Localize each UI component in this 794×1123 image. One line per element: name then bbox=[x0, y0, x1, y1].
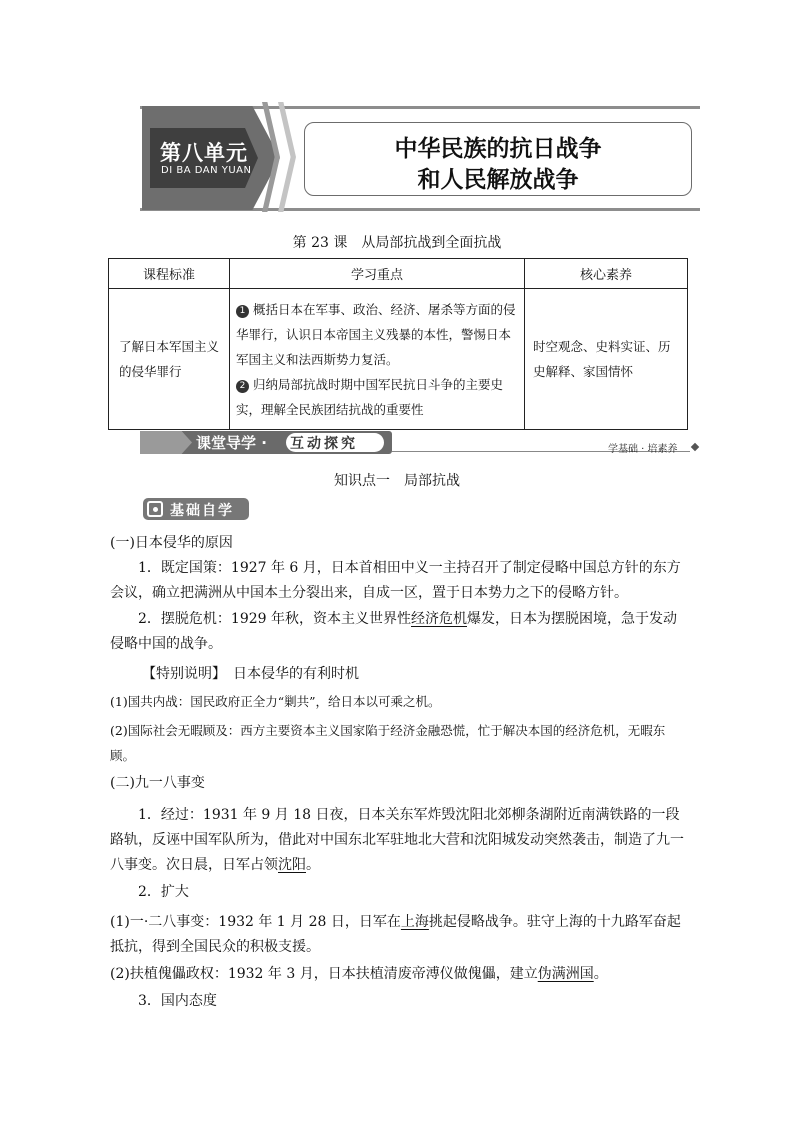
knowledge-point-title: 知识点一 局部抗战 bbox=[334, 473, 460, 489]
diamond-icon bbox=[691, 443, 699, 451]
heading-causes: (一)日本侵华的原因 bbox=[110, 535, 233, 551]
paragraph-policy: 1．既定国策：1927 年 6 月，日本首相田中义一主持召开了制定侵略中国总方针的东方会议，确立把满洲从中国本土分裂出来，自成一区，置于日本势力之下的侵略方针。 bbox=[110, 560, 681, 601]
text-span: (2)扶植傀儡政权：1932 年 3 月，日本扶植清废帝溥仪做傀儡，建立 bbox=[110, 966, 538, 982]
text-span: 。 bbox=[593, 966, 608, 982]
paragraph-domestic-attitude: 3．国内态度 bbox=[138, 993, 217, 1009]
heading-mukden: (二)九一八事变 bbox=[110, 775, 205, 791]
paragraph-manchukuo bbox=[110, 962, 684, 987]
section-pill-text: 互动探究 bbox=[290, 436, 358, 452]
chevron-arrow-icon bbox=[278, 102, 296, 212]
table-header-row bbox=[109, 259, 688, 289]
text-span: 挑起侵略战争。驻守上海的十九路军奋起抵抗，得到全国民众的积极支援。 bbox=[110, 914, 681, 955]
key-point-item bbox=[236, 372, 518, 422]
unit-title-line2: 和人民解放战争 bbox=[417, 167, 579, 193]
text-span: 1．经过：1931 年 9 月 18 日夜，日本关东军炸毁沈阳北郊柳条湖附近南满铁路的一段路轨，反诬中国军队所为，借此对中国东北军驻地北大营和沈阳城发动突然袭击，制造了九一八事变。次日晨，日军占领 bbox=[110, 807, 684, 873]
key-points-cell bbox=[230, 289, 525, 430]
paragraph-mukden-process bbox=[110, 803, 684, 878]
paragraph-crisis bbox=[110, 607, 684, 657]
notebook-icon-dot bbox=[153, 507, 158, 512]
text-span: 。 bbox=[306, 857, 320, 873]
core-literacy-text: 时空观念、史料实证、历史解释、家国情怀 bbox=[533, 339, 671, 379]
unit-pinyin: DI BA DAN YUAN bbox=[161, 165, 252, 176]
underlined-term: 沈阳 bbox=[278, 857, 306, 873]
table-header: 课程标准 bbox=[109, 259, 230, 289]
table-header: 核心素养 bbox=[525, 259, 688, 289]
key-point-text: 概括日本在军事、政治、经济、屠杀等方面的侵华罪行，认识日本帝国主义残暴的本性，警惕日本军国主义和法西斯势力复活。 bbox=[236, 301, 516, 367]
number-circle-icon: 2 bbox=[236, 380, 249, 393]
unit-label: 第八单元 bbox=[160, 141, 248, 165]
section-bar-arrow-icon bbox=[140, 431, 192, 454]
curriculum-standard-cell bbox=[109, 289, 230, 430]
underlined-term: 上海 bbox=[400, 914, 429, 930]
lesson-title: 第 23 课 从局部抗战到全面抗战 bbox=[292, 235, 502, 251]
table-row bbox=[109, 289, 688, 430]
paragraph-expand: 2．扩大 bbox=[138, 884, 189, 900]
special-note-title: 【特别说明】 日本侵华的有利时机 bbox=[142, 666, 359, 682]
paragraph-shanghai bbox=[110, 910, 684, 960]
core-literacy-cell bbox=[525, 289, 688, 430]
self-study-label: 基础自学 bbox=[170, 503, 234, 519]
key-point-text: 归纳局部抗战时期中国军民抗日斗争的主要史实，理解全民族团结抗战的重要性 bbox=[236, 376, 504, 417]
table-header: 学习重点 bbox=[230, 259, 525, 289]
key-point-item bbox=[236, 297, 518, 372]
section-label bbox=[196, 432, 267, 453]
curriculum-standard-text: 了解日本军国主义的侵华罪行 bbox=[119, 339, 220, 379]
text-span: 爆发，日本为摆脱困境，急于发动侵略中国的战争。 bbox=[110, 611, 677, 652]
underlined-term: 伪满洲国 bbox=[537, 966, 594, 982]
section-slogan: 学基础 · 培素养 bbox=[608, 444, 678, 455]
note-civil-war: (1)国共内战：国民政府正全力“剿共”，给日本以可乘之机。 bbox=[110, 694, 441, 709]
section-label-text: 课堂导学 bbox=[196, 434, 257, 452]
text-span: 2．摆脱危机：1929 年秋，资本主义世界性 bbox=[138, 611, 411, 627]
curriculum-table bbox=[108, 258, 688, 430]
unit-title-line1: 中华民族的抗日战争 bbox=[394, 136, 602, 162]
note-international: (2)国际社会无暇顾及：西方主要资本主义国家陷于经济金融恐慌，忙于解决本国的经济危机，无暇东顾。 bbox=[110, 723, 666, 763]
underlined-term: 经济危机 bbox=[411, 611, 467, 627]
section-dot: · bbox=[261, 434, 267, 452]
number-circle-icon: 1 bbox=[236, 305, 249, 318]
text-span: (1)一·二八事变：1932 年 1 月 28 日，日军在 bbox=[110, 914, 401, 930]
